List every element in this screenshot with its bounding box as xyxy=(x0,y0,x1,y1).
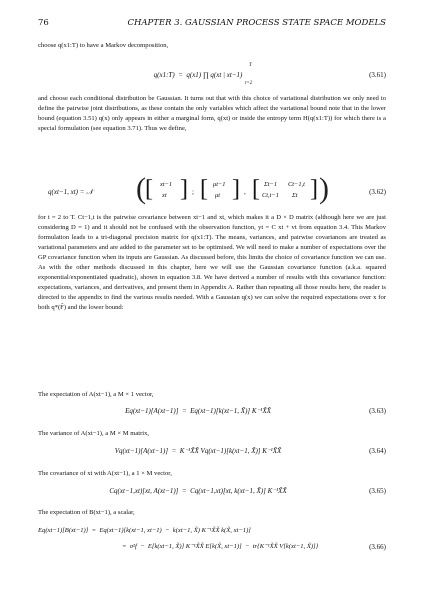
equation-label: (3.64) xyxy=(369,447,386,455)
equation-3-65 xyxy=(38,484,386,502)
equation-3-61 xyxy=(38,64,386,90)
cov-bottom-left: Ct,t−1 xyxy=(262,192,279,199)
cov-top-left: Σt−1 xyxy=(264,181,278,188)
paragraph-2: and choose each conditional distribution be Gaussian. It turns out that with this choice of variational distribution we only need to define the pairwise joint distributions, as these contain the only variables which affect the variational bound note that in the lower bound (equation 3.51) q(x) only appears in either a marginal form, q(xt) or inside the entropy term H(q(x1:T)) for which there is a special formulation (see equation 3.71). Thus we define, xyxy=(38,95,386,132)
paren-close: ) xyxy=(319,172,329,205)
equation-body: q(x1:T) = q(x1) ∏ q(xt | xt−1) xyxy=(153,71,243,79)
cov-bottom-right: Σt xyxy=(292,192,298,199)
chapter-title: CHAPTER 3. GAUSSIAN PROCESS STATE SPACE MODELS xyxy=(127,18,386,28)
var-bottom: xt xyxy=(162,192,167,199)
equation-label: (3.66) xyxy=(369,543,386,551)
running-header xyxy=(38,18,386,30)
bracket-open-2: [ xyxy=(200,176,208,202)
paren-open: ( xyxy=(136,172,146,205)
product-lower-limit: t=2 xyxy=(245,81,253,86)
var-top: xt−1 xyxy=(160,181,173,188)
paragraph-6: The covariance of xt with A(xt−1), a 1 × M vector, xyxy=(38,470,172,477)
equation-label: (3.61) xyxy=(369,71,386,79)
cov-top-right: Ct−1,t xyxy=(288,181,305,188)
equation-3-63 xyxy=(38,404,386,422)
equation-label: (3.65) xyxy=(369,487,386,495)
bracket-open-1: [ xyxy=(145,176,153,202)
paragraph-3: for t = 2 to T. Ct−1,t is the pairwise covariance between xt−1 and xt, which makes it a D × D matrix (although here we are just considering D = 1) and it should not be confused with the observation function, yt = C xt + vt from equation 3.4. This Markov formulation leads to a tri-diagonal precision matrix for q(x1:T). The means, variances, and pairwise covariances are treated as variational parameters and are added to the parameter set to be optimised. We will need to make a number of expectations over the GP covariance function when its inputs are Gaussian. As discussed before, this limits the choice of covariance function we can use. As with the other methods discussed in this chapter, here we will use the Gaussian covariance function (a.k.a. squared exponential/exponentiated quadratic), shown in equation 3.8. We have derived a number of results with this covariance function: expectations, variances, and derivatives, and present them in Appendix A. Rather than repeating all those results here, the reader is directed to the appendix to find the various results needed. With a Gaussian q(x) we can solve the required expectations over x for both q*(F̃) and the lower bound: xyxy=(38,214,386,311)
bracket-close-3: ] xyxy=(310,176,318,202)
equation-body: Cq(xt−1,xt)[xt, A(xt−1)] = Cq(xt−1,xt)[xt, k(xt−1, X̃)] K⁻¹X̃X̃ xyxy=(109,487,287,495)
separator-2: , xyxy=(244,188,246,196)
bracket-open-3: [ xyxy=(252,176,260,202)
product-upper-limit: T xyxy=(249,63,252,68)
equation-3-64 xyxy=(38,444,386,462)
paragraph-5: The variance of A(xt−1), a M × M matrix, xyxy=(38,430,150,437)
equation-body: Eq(xt−1)[A(xt−1)] = Eq(xt−1)[k(xt−1, X̃)] K⁻¹X̃X̃ xyxy=(125,407,271,415)
equation-3-62 xyxy=(38,172,386,206)
equation-3-66 xyxy=(38,524,386,558)
equation-label: (3.62) xyxy=(369,188,386,196)
equation-body: Vq(xt−1)[A(xt−1)] = K⁻¹X̃X̃ Vq(xt−1)[k(xt−1, X̃)] K⁻¹X̃X̃ xyxy=(114,447,282,455)
paragraph-4: The expectation of A(xt−1), a M × 1 vector, xyxy=(38,391,154,398)
equation-line-1: Eq(xt−1)[B(xt−1)] = Eq(xt−1)[k(xt−1, xt−1) − k(xt−1, X̃) K⁻¹X̃X̃ k(X̃, xt−1)] xyxy=(38,527,251,534)
equation-line-2: = σ²f − E[k(xt−1, X̃)] K⁻¹X̃X̃ E[k(X̃, xt−1)] − tr{K⁻¹X̃X̃ V[k(xt−1, X̃)]} xyxy=(122,543,319,550)
mean-bottom: μt xyxy=(215,192,220,199)
page-number: 76 xyxy=(38,18,49,28)
separator-1: ; xyxy=(192,188,194,196)
equation-label: (3.63) xyxy=(369,407,386,415)
mean-top: μt−1 xyxy=(213,181,226,188)
bracket-close-2: ] xyxy=(232,176,240,202)
equation-lhs: q(xt−1, xt) = 𝒩 xyxy=(48,188,93,196)
paragraph-7: The expectation of B(xt−1), a scalar, xyxy=(38,509,135,516)
paragraph-1: choose q(x1:T) to have a Markov decomposition, xyxy=(38,42,169,49)
bracket-close-1: ] xyxy=(180,176,188,202)
